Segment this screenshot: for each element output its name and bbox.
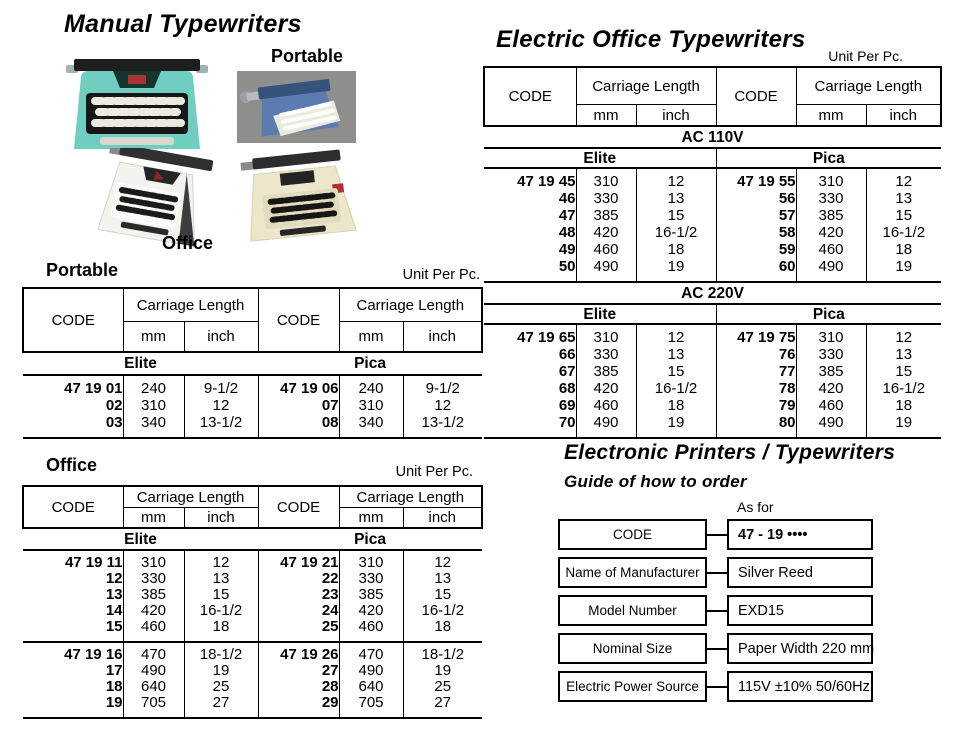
code-cell: 66 [558, 346, 576, 363]
code-cell: 03 [105, 414, 123, 431]
value-cell: 310 [123, 397, 184, 414]
value-cell: 420 [123, 603, 184, 619]
value-cell: 12 [866, 324, 941, 346]
inch-header: inch [866, 105, 941, 127]
code-cell: 47 19 75 [716, 324, 796, 346]
value-cell: 16-1/2 [184, 603, 258, 619]
value-cell: 12 [403, 397, 482, 414]
value-cell: 460 [796, 397, 866, 414]
table-row [484, 397, 941, 414]
carriage-length-header: Carriage Length [796, 67, 941, 105]
office-table-body-group1 [23, 550, 482, 642]
code-header: CODE [23, 288, 123, 352]
table-row [23, 663, 482, 679]
office-spec-table [22, 485, 483, 719]
code-cell: 69 [558, 397, 576, 414]
value-cell: 19 [866, 258, 941, 282]
value-cell: 310 [796, 324, 866, 346]
value-cell: 705 [123, 695, 184, 718]
office-table-body-group2 [23, 642, 482, 718]
guide-row-code [558, 519, 873, 550]
electric-spec-table [483, 66, 942, 439]
value-cell: 330 [576, 346, 636, 363]
value-cell: 18 [636, 397, 716, 414]
value-cell: 19 [184, 663, 258, 679]
code-cell: 60 [716, 258, 796, 282]
guide-value-box: Silver Reed [727, 557, 873, 588]
table-row [23, 550, 482, 571]
value-cell: 13 [636, 190, 716, 207]
value-cell: 240 [123, 375, 184, 397]
code-cell: 70 [558, 414, 576, 431]
value-cell: 18 [636, 241, 716, 258]
value-cell: 385 [339, 587, 403, 603]
portable-section-heading: Portable [46, 260, 119, 280]
code-cell: 13 [105, 587, 123, 603]
code-cell: 77 [716, 363, 796, 380]
value-cell: 420 [796, 224, 866, 241]
value-cell: 13-1/2 [184, 414, 258, 438]
code-cell: 48 [558, 224, 576, 241]
teal-portable-typewriter-photo [66, 52, 208, 157]
ac-110v-band-label: AC 110V [484, 126, 941, 148]
value-cell: 12 [636, 324, 716, 346]
value-cell: 19 [636, 258, 716, 282]
electric-typewriters-title: Electric Office Typewriters [496, 26, 806, 53]
code-cell: 47 19 21 [258, 550, 339, 571]
value-cell: 13 [403, 571, 482, 587]
value-cell: 460 [339, 619, 403, 642]
table-row [23, 642, 482, 663]
code-cell: 17 [105, 663, 123, 679]
carriage-length-header: Carriage Length [123, 288, 258, 322]
value-cell: 16-1/2 [403, 603, 482, 619]
connector-line [707, 648, 727, 650]
ac-220v-band-label: AC 220V [484, 282, 941, 304]
value-cell: 490 [796, 258, 866, 282]
value-cell: 13 [636, 346, 716, 363]
value-cell: 18 [184, 619, 258, 642]
code-cell: 15 [105, 619, 123, 635]
elite-band-label: Elite [484, 304, 716, 324]
code-cell: 12 [105, 571, 123, 587]
carriage-length-header: Carriage Length [339, 486, 482, 508]
value-cell: 16-1/2 [866, 224, 941, 241]
guide-label: Name of Manufacturer [565, 565, 700, 580]
value-cell: 12 [184, 397, 258, 414]
value-cell: 640 [123, 679, 184, 695]
code-cell: 47 19 01 [64, 380, 123, 397]
value-cell: 420 [339, 603, 403, 619]
value-cell: 310 [576, 324, 636, 346]
value-cell: 18 [866, 397, 941, 414]
code-header: CODE [258, 486, 339, 528]
manual-typewriters-title: Manual Typewriters [64, 10, 302, 38]
carriage-length-header: Carriage Length [576, 67, 716, 105]
electronic-printers-title: Electronic Printers / Typewriters [564, 441, 896, 464]
code-cell: 46 [558, 190, 576, 207]
connector-line [707, 610, 727, 612]
mm-header: mm [339, 508, 403, 529]
value-cell: 310 [576, 168, 636, 190]
value-cell: 490 [339, 663, 403, 679]
code-cell: 56 [716, 190, 796, 207]
value-cell: 330 [796, 190, 866, 207]
cream-office-typewriter-photo [236, 148, 360, 247]
value-cell: 490 [123, 663, 184, 679]
guide-row-nominal-size [558, 633, 873, 664]
guide-label-box [558, 633, 707, 664]
code-cell: 22 [258, 571, 339, 587]
guide-label-box [558, 519, 707, 550]
code-header: CODE [258, 288, 339, 352]
code-cell: 28 [258, 679, 339, 695]
value-cell: 15 [866, 363, 941, 380]
value-cell: 340 [123, 414, 184, 438]
value-cell: 18 [866, 241, 941, 258]
code-cell: 50 [558, 258, 576, 275]
office-section-heading: Office [46, 455, 98, 475]
table-row [23, 571, 482, 587]
code-cell: 47 19 11 [64, 554, 123, 571]
value-cell: 12 [636, 168, 716, 190]
order-guide [558, 519, 873, 709]
table-row [484, 346, 941, 363]
table-row [484, 258, 941, 282]
code-header: CODE [716, 67, 796, 126]
table-row [23, 587, 482, 603]
portable-table-header [23, 288, 482, 352]
table-row [484, 324, 941, 346]
value-cell: 25 [184, 679, 258, 695]
code-cell: 49 [558, 241, 576, 258]
blue-portable-typewriter-photo [237, 71, 356, 148]
electric-table-header [484, 67, 941, 126]
value-cell: 310 [123, 550, 184, 571]
value-cell: 705 [339, 695, 403, 718]
table-row [484, 241, 941, 258]
code-cell: 68 [558, 380, 576, 397]
mm-header: mm [796, 105, 866, 127]
value-cell: 420 [576, 224, 636, 241]
value-cell: 12 [184, 550, 258, 571]
value-cell: 460 [576, 241, 636, 258]
value-cell: 16-1/2 [636, 224, 716, 241]
guide-label-box [558, 557, 707, 588]
portable-spec-table [22, 287, 483, 439]
value-cell: 420 [796, 380, 866, 397]
code-cell: 23 [258, 587, 339, 603]
table-row [23, 619, 482, 642]
value-cell: 27 [184, 695, 258, 718]
code-cell: 57 [716, 207, 796, 224]
value-cell: 385 [576, 207, 636, 224]
carriage-length-header: Carriage Length [123, 486, 258, 508]
guide-value-box: Paper Width 220 mm [727, 633, 873, 664]
value-cell: 16-1/2 [866, 380, 941, 397]
code-cell: 76 [716, 346, 796, 363]
pica-band-label: Pica [716, 148, 941, 168]
code-cell: 19 [105, 695, 123, 711]
office-unit-note: Unit Per Pc. [395, 464, 473, 480]
code-header: CODE [23, 486, 123, 528]
value-cell: 13 [866, 346, 941, 363]
office-image-label: Office [162, 233, 214, 253]
connector-line [707, 534, 727, 536]
table-row [484, 190, 941, 207]
value-cell: 490 [576, 414, 636, 438]
value-cell: 470 [123, 642, 184, 663]
table-row [484, 414, 941, 438]
elite-band-label: Elite [23, 528, 258, 550]
table-row [23, 695, 482, 718]
value-cell: 18-1/2 [184, 642, 258, 663]
inch-header: inch [403, 322, 482, 353]
value-cell: 460 [123, 619, 184, 642]
table-row [484, 168, 941, 190]
pica-band-label: Pica [716, 304, 941, 324]
elite-band-label: Elite [23, 352, 258, 375]
value-cell: 16-1/2 [636, 380, 716, 397]
value-cell: 640 [339, 679, 403, 695]
value-cell: 12 [403, 550, 482, 571]
portable-table-body [23, 375, 482, 438]
inch-header: inch [184, 322, 258, 353]
code-cell: 78 [716, 380, 796, 397]
code-cell: 29 [258, 695, 339, 718]
code-cell: 47 19 45 [517, 173, 576, 190]
guide-value-box: EXD15 [727, 595, 873, 626]
table-row [484, 207, 941, 224]
guide-row-power-source [558, 671, 873, 702]
inch-header: inch [636, 105, 716, 127]
value-cell: 420 [576, 380, 636, 397]
value-cell: 385 [123, 587, 184, 603]
mm-header: mm [576, 105, 636, 127]
pica-band-label: Pica [258, 528, 482, 550]
value-cell: 27 [403, 695, 482, 718]
inch-header: inch [403, 508, 482, 529]
value-cell: 385 [796, 207, 866, 224]
code-cell: 79 [716, 397, 796, 414]
value-cell: 19 [403, 663, 482, 679]
carriage-length-header: Carriage Length [339, 288, 482, 322]
value-cell: 15 [866, 207, 941, 224]
value-cell: 310 [796, 168, 866, 190]
electric-ac220v-body [484, 324, 941, 438]
table-row [23, 603, 482, 619]
office-table-header [23, 486, 482, 528]
code-cell: 47 19 55 [716, 168, 796, 190]
value-cell: 310 [339, 397, 403, 414]
code-cell: 08 [258, 414, 339, 438]
value-cell: 15 [636, 207, 716, 224]
code-cell: 18 [105, 679, 123, 695]
table-row [23, 414, 482, 438]
value-cell: 12 [866, 168, 941, 190]
electric-ac110v-body [484, 168, 941, 282]
table-row [23, 397, 482, 414]
value-cell: 19 [636, 414, 716, 438]
code-cell: 80 [716, 414, 796, 438]
table-row [23, 375, 482, 397]
code-cell: 47 19 16 [23, 642, 123, 663]
portable-unit-note: Unit Per Pc. [402, 267, 480, 283]
value-cell: 15 [184, 587, 258, 603]
code-cell: 27 [258, 663, 339, 679]
value-cell: 470 [339, 642, 403, 663]
code-cell: 47 19 26 [258, 642, 339, 663]
value-cell: 240 [339, 375, 403, 397]
guide-label-box [558, 595, 707, 626]
guide-label: Electric Power Source [566, 679, 699, 694]
guide-label-box [558, 671, 707, 702]
table-row [484, 380, 941, 397]
value-cell: 13 [866, 190, 941, 207]
guide-value-box: 115V ±10% 50/60Hz [727, 671, 873, 702]
code-cell: 07 [258, 397, 339, 414]
elite-band-label: Elite [484, 148, 716, 168]
value-cell: 385 [576, 363, 636, 380]
code-cell: 02 [105, 397, 123, 414]
value-cell: 15 [636, 363, 716, 380]
value-cell: 490 [576, 258, 636, 282]
code-cell: 58 [716, 224, 796, 241]
value-cell: 18 [403, 619, 482, 642]
mm-header: mm [339, 322, 403, 353]
value-cell: 15 [403, 587, 482, 603]
guide-label: CODE [612, 527, 652, 542]
code-cell: 47 19 06 [258, 375, 339, 397]
table-row [484, 363, 941, 380]
code-cell: 47 [558, 207, 576, 224]
value-cell: 13 [184, 571, 258, 587]
code-cell: 47 19 65 [517, 329, 576, 346]
as-for-label: As for [737, 499, 774, 515]
code-cell: 25 [258, 619, 339, 642]
value-cell: 330 [123, 571, 184, 587]
electric-unit-note: Unit Per Pc. [828, 48, 903, 64]
guide-label: Model Number [588, 603, 677, 618]
value-cell: 340 [339, 414, 403, 438]
order-guide-subtitle: Guide of how to order [564, 472, 747, 491]
value-cell: 460 [796, 241, 866, 258]
pica-band-label: Pica [258, 352, 482, 375]
value-cell: 310 [339, 550, 403, 571]
guide-value-box: 47 - 19 •••• [727, 519, 873, 550]
value-cell: 25 [403, 679, 482, 695]
code-cell: 59 [716, 241, 796, 258]
code-cell: 67 [558, 363, 576, 380]
code-cell: 14 [105, 603, 123, 619]
table-row [484, 224, 941, 241]
value-cell: 460 [576, 397, 636, 414]
value-cell: 18-1/2 [403, 642, 482, 663]
value-cell: 13-1/2 [403, 414, 482, 438]
code-header: CODE [484, 67, 576, 126]
value-cell: 385 [796, 363, 866, 380]
value-cell: 330 [339, 571, 403, 587]
value-cell: 330 [796, 346, 866, 363]
guide-row-model [558, 595, 873, 626]
connector-line [707, 686, 727, 688]
connector-line [707, 572, 727, 574]
inch-header: inch [184, 508, 258, 529]
value-cell: 9-1/2 [403, 375, 482, 397]
guide-label: Nominal Size [592, 641, 673, 656]
guide-row-manufacturer [558, 557, 873, 588]
mm-header: mm [123, 508, 184, 529]
value-cell: 330 [576, 190, 636, 207]
portable-image-label: Portable [271, 46, 344, 66]
mm-header: mm [123, 322, 184, 353]
code-cell: 24 [258, 603, 339, 619]
value-cell: 9-1/2 [184, 375, 258, 397]
value-cell: 19 [866, 414, 941, 438]
value-cell: 490 [796, 414, 866, 438]
table-row [23, 679, 482, 695]
